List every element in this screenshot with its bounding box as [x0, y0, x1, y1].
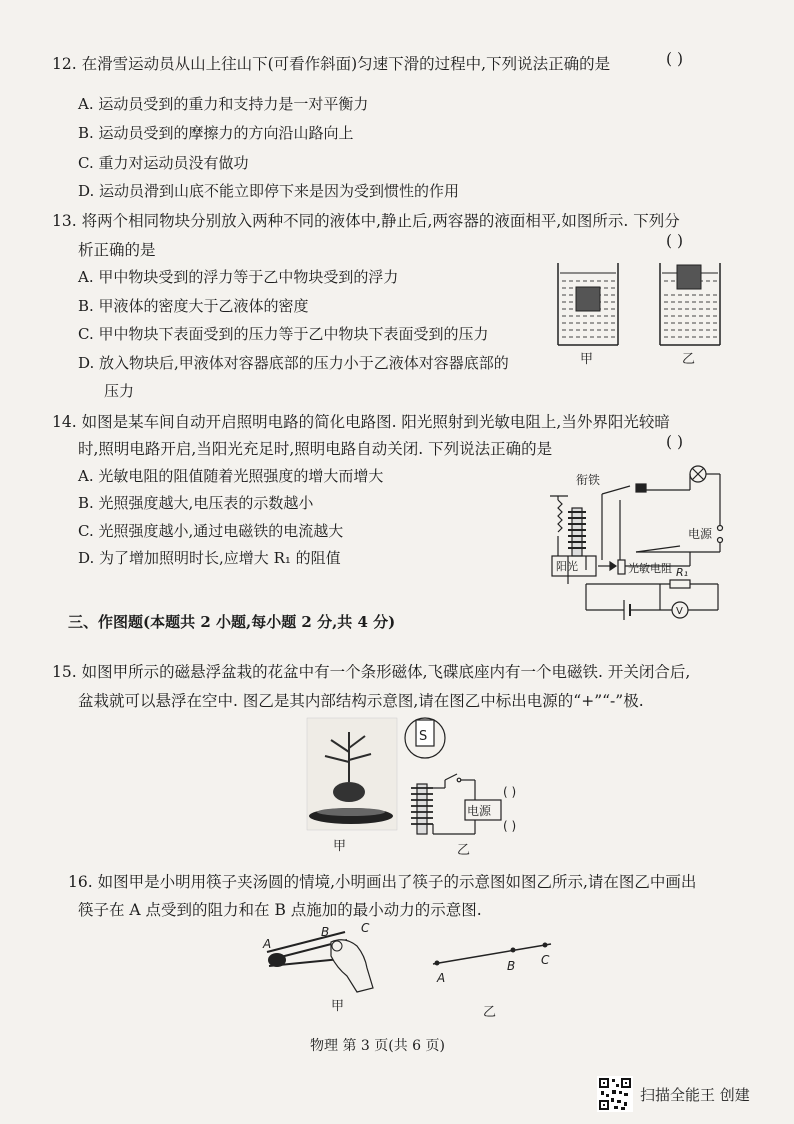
section-3-title: 三、作图题(本题共 2 小题,每小题 2 分,共 4 分) [68, 613, 396, 631]
q14-answer-paren: ( ) [666, 433, 684, 451]
q16-yi-point-b: B [507, 959, 516, 973]
chopsticks-hand-icon [267, 932, 373, 992]
q12-option-c: C. 重力对运动员没有做功 [78, 154, 249, 172]
q13-figure [550, 255, 730, 375]
q15-label-jia: 甲 [333, 839, 347, 854]
q16-jia-point-c: C [361, 921, 370, 935]
circuit-label-armature: 衔铁 [576, 473, 601, 487]
q12-option-a: A. 运动员受到的重力和支持力是一对平衡力 [78, 95, 369, 113]
q14-circuit-diagram [540, 460, 730, 630]
q14-option-c: C. 光照强度越小,通过电磁铁的电流越大 [78, 522, 344, 540]
q14-stem-line1: 14. 如图是某车间自动开启照明电路的简化电路图. 阳光照射到光敏电阻上,当外界阳光较暗 [52, 413, 670, 431]
q14-option-a: A. 光敏电阻的阻值随着光照强度的增大而增大 [78, 467, 384, 485]
q15-stem-line1: 15. 如图甲所示的磁悬浮盆栽的花盆中有一个条形磁体,飞碟底座内有一个电磁铁. 开关闭合后, [52, 663, 691, 681]
page-footer: 物理 第 3 页(共 6 页) [310, 1038, 445, 1054]
circuit-label-r1: R₁ [676, 566, 689, 579]
q12-answer-paren: ( ) [666, 50, 684, 68]
q16-lever-line [433, 944, 551, 964]
q13-option-c: C. 甲中物块下表面受到的压力等于乙中物块下表面受到的压力 [78, 325, 489, 343]
q16-label-jia: 甲 [331, 999, 345, 1014]
q12-option-d: D. 运动员滑到山底不能立即停下来是因为受到惯性的作用 [78, 182, 460, 200]
magnet-s-label: S [419, 729, 428, 744]
q14-option-b: B. 光照强度越大,电压表的示数越小 [78, 494, 314, 512]
q12-option-b: B. 运动员受到的摩擦力的方向沿山路向上 [78, 124, 354, 142]
q16-jia-point-b: B [321, 925, 330, 939]
q16-figure [255, 918, 565, 1018]
q16-stem-line2: 筷子在 A 点受到的阻力和在 B 点施加的最小动力的示意图. [78, 901, 482, 919]
q13-answer-paren: ( ) [666, 232, 684, 250]
q16-stem-line1: 16. 如图甲是小明用筷子夹汤圆的情境,小明画出了筷子的示意图如图乙所示,请在图乙中画出 [68, 873, 697, 891]
q14-option-d: D. 为了增加照明时长,应增大 R₁ 的阻值 [78, 549, 341, 567]
circuit-label-photoresistor: 光敏电阻 [628, 562, 672, 575]
qr-code-icon [597, 1076, 633, 1112]
q15-label-yi: 乙 [457, 843, 471, 857]
q15-power-label: 电源 [467, 804, 492, 818]
q16-label-yi: 乙 [483, 1005, 497, 1018]
q13-option-d: D. 放入物块后,甲液体对容器底部的压力小于乙液体对容器底部的 [78, 354, 509, 372]
q15-stem-line2: 盆栽就可以悬浮在空中. 图乙是其内部结构示意图,请在图乙中标出电源的“+”“-”极. [78, 692, 644, 710]
q14-stem-line2: 时,照明电路开启,当阳光充足时,照明电路自动关闭. 下列说法正确的是 [78, 440, 553, 458]
q16-yi-point-c: C [541, 953, 550, 967]
q16-jia-point-a: A [263, 937, 272, 951]
circuit-label-sunlight: 阳光 [556, 560, 578, 573]
q15-paren-bottom: ( ) [503, 819, 517, 833]
q13-label-yi: 乙 [682, 352, 696, 367]
levitating-plant-icon [307, 718, 397, 830]
scanner-watermark: 扫描全能王 创建 [640, 1086, 750, 1104]
q16-point-a-dot [435, 961, 440, 966]
q16-point-c-dot [543, 943, 548, 948]
voltmeter-icon: V [676, 606, 683, 617]
q13-stem-line1: 13. 将两个相同物块分别放入两种不同的液体中,静止后,两容器的液面相平,如图所示. 下列分 [52, 212, 680, 230]
circuit-label-power: 电源 [688, 527, 713, 541]
container-yi [660, 263, 720, 345]
q16-point-b-dot [511, 948, 516, 953]
q13-option-b: B. 甲液体的密度大于乙液体的密度 [78, 297, 309, 315]
q13-option-a: A. 甲中物块受到的浮力等于乙中物块受到的浮力 [78, 268, 399, 286]
q13-stem-line2: 析正确的是 [78, 241, 156, 259]
q15-paren-top: ( ) [503, 785, 517, 799]
q12-stem: 12. 在滑雪运动员从山上往山下(可看作斜面)匀速下滑的过程中,下列说法正确的是 [52, 55, 611, 73]
q13-label-jia: 甲 [580, 352, 594, 367]
q16-yi-point-a: A [437, 971, 446, 985]
q15-figure [295, 712, 535, 857]
container-jia [558, 263, 618, 345]
q13-option-d-cont: 压力 [104, 382, 135, 400]
